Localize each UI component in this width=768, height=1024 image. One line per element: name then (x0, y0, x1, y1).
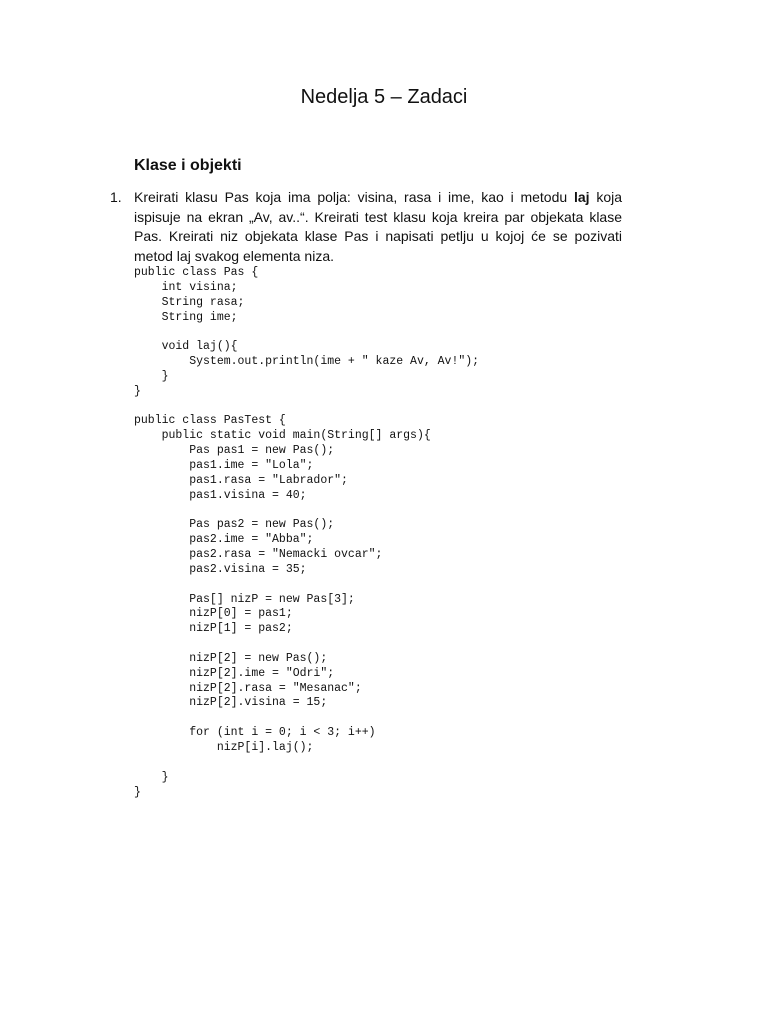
code-line: } (134, 785, 141, 799)
code-line: nizP[2].visina = 15; (134, 696, 328, 710)
code-line: pas2.visina = 35; (134, 562, 307, 576)
code-line: pas2.rasa = "Nemacki ovcar"; (134, 548, 383, 562)
code-line: pas2.ime = "Abba"; (134, 533, 314, 547)
code-line: nizP[2].ime = "Odri"; (134, 666, 335, 680)
code-line: int visina; (134, 280, 238, 294)
code-line: pas1.ime = "Lola"; (134, 458, 314, 472)
code-line: void laj(){ (134, 340, 238, 354)
code-line: } (134, 384, 141, 398)
code-block (134, 266, 479, 800)
task-method-name: laj (573, 189, 590, 205)
code-line: } (134, 369, 169, 383)
code-line: String ime; (134, 310, 238, 324)
code-line (134, 711, 479, 726)
task-description (134, 188, 622, 266)
code-line (134, 400, 479, 415)
code-line (134, 756, 479, 771)
code-line (134, 325, 479, 340)
code-line: public class Pas { (134, 266, 259, 279)
code-line: nizP[i].laj(); (134, 741, 314, 754)
task-number: 1. (110, 189, 122, 205)
code-line: nizP[2] = new Pas(); (134, 651, 328, 665)
code-line: nizP[0] = pas1; (134, 607, 293, 621)
code-line: System.out.println(ime + " kaze Av, Av!"); (134, 355, 480, 369)
code-line: public class PasTest { (134, 414, 286, 428)
code-line: } (134, 770, 169, 784)
code-line: pas1.rasa = "Labrador"; (134, 473, 348, 487)
code-line: pas1.visina = 40; (134, 488, 307, 502)
task-text-part2: koja ispisuje na ekran „Av, av..“. Kreirati test klasu koja kreira par objekata klase Pas. Kreirati niz objekata klase Pas i napisati petlju u kojoj će se pozivati metod laj svakog elementa niza. (134, 189, 623, 264)
task-text-part1: Kreirati klasu Pas koja ima polja: visina, rasa i ime, kao i metodu (134, 189, 574, 205)
code-line: Pas pas2 = new Pas(); (134, 518, 335, 532)
code-line: public static void main(String[] args){ (134, 429, 431, 443)
code-line (134, 637, 479, 652)
code-line: nizP[2].rasa = "Mesanac"; (134, 681, 362, 695)
code-line (134, 578, 479, 593)
page-title: Nedelja 5 – Zadaci (300, 86, 468, 108)
code-line (134, 504, 479, 519)
code-line: nizP[1] = pas2; (134, 622, 293, 636)
code-line: Pas pas1 = new Pas(); (134, 444, 335, 458)
code-line: for (int i = 0; i < 3; i++) (134, 726, 376, 740)
section-heading: Klase i objekti (134, 157, 242, 174)
code-line: String rasa; (134, 295, 245, 309)
code-line: Pas[] nizP = new Pas[3]; (134, 592, 355, 606)
